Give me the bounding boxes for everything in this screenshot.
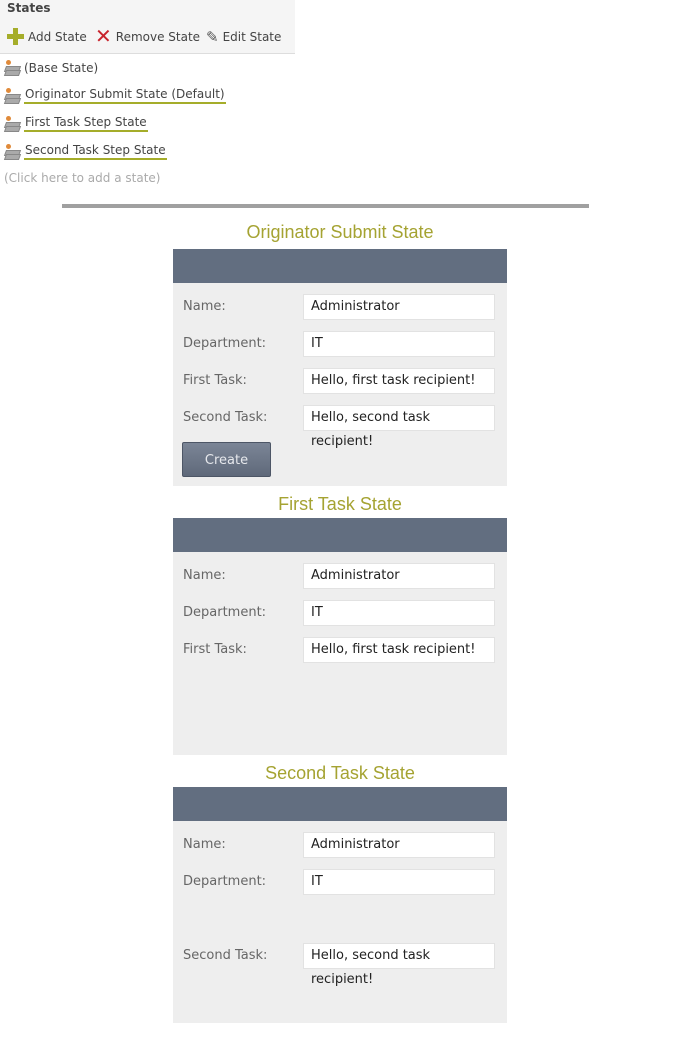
- remove-state-label: Remove State: [115, 29, 201, 44]
- second-task-form: [173, 821, 507, 1023]
- form-title: Originator Submit State: [246, 222, 434, 242]
- state-item-first-task[interactable]: [4, 115, 148, 132]
- first-task-label: First Task:: [183, 642, 247, 657]
- name-field[interactable]: Administrator: [303, 563, 495, 589]
- state-icon: [4, 144, 20, 160]
- state-item-originator[interactable]: [4, 87, 226, 104]
- department-label: Department:: [183, 874, 267, 889]
- state-label: First Task Step State: [24, 115, 148, 132]
- form-title: Second Task State: [265, 763, 415, 783]
- state-item-base[interactable]: [4, 60, 98, 76]
- second-task-field[interactable]: Hello, second task recipient!: [303, 405, 495, 431]
- name-label: Name:: [183, 568, 226, 583]
- state-label: Second Task Step State: [24, 143, 167, 160]
- state-label: (Base State): [24, 61, 99, 75]
- edit-state-label: Edit State: [222, 30, 282, 44]
- add-state-label: Add State: [28, 29, 87, 44]
- department-label: Department:: [183, 336, 267, 351]
- second-task-label: Second Task:: [183, 948, 268, 963]
- name-field[interactable]: Administrator: [303, 294, 495, 320]
- plus-icon: [7, 28, 24, 45]
- name-field[interactable]: Administrator: [303, 832, 495, 858]
- state-label: Originator Submit State (Default): [24, 87, 226, 104]
- divider: [62, 204, 589, 208]
- first-task-field[interactable]: Hello, first task recipient!: [303, 368, 495, 394]
- department-field[interactable]: IT: [303, 600, 495, 626]
- pencil-icon: ✎: [206, 28, 219, 46]
- state-icon: [4, 60, 20, 76]
- state-item-second-task[interactable]: [4, 143, 167, 160]
- department-field[interactable]: IT: [303, 869, 495, 895]
- add-state-button[interactable]: [7, 28, 87, 45]
- create-button[interactable]: Create: [182, 442, 271, 477]
- first-task-label: First Task:: [183, 373, 247, 388]
- form-header-bar: [173, 249, 507, 283]
- states-title: States: [7, 1, 51, 15]
- second-task-field[interactable]: Hello, second task recipient!: [303, 943, 495, 969]
- name-label: Name:: [183, 299, 226, 314]
- edit-state-button[interactable]: [206, 28, 281, 46]
- state-icon: [4, 88, 20, 104]
- form-title: First Task State: [278, 494, 402, 514]
- second-task-label: Second Task:: [183, 410, 268, 425]
- form-header-bar: [173, 787, 507, 821]
- originator-form: [173, 283, 507, 486]
- close-icon: ✕: [95, 24, 112, 48]
- department-label: Department:: [183, 605, 267, 620]
- name-label: Name:: [183, 837, 226, 852]
- add-state-hint[interactable]: (Click here to add a state): [4, 171, 161, 185]
- remove-state-button[interactable]: [95, 24, 201, 48]
- form-header-bar: [173, 518, 507, 552]
- states-header: [0, 0, 295, 54]
- first-task-form: [173, 552, 507, 755]
- department-field[interactable]: IT: [303, 331, 495, 357]
- first-task-field[interactable]: Hello, first task recipient!: [303, 637, 495, 663]
- state-icon: [4, 116, 20, 132]
